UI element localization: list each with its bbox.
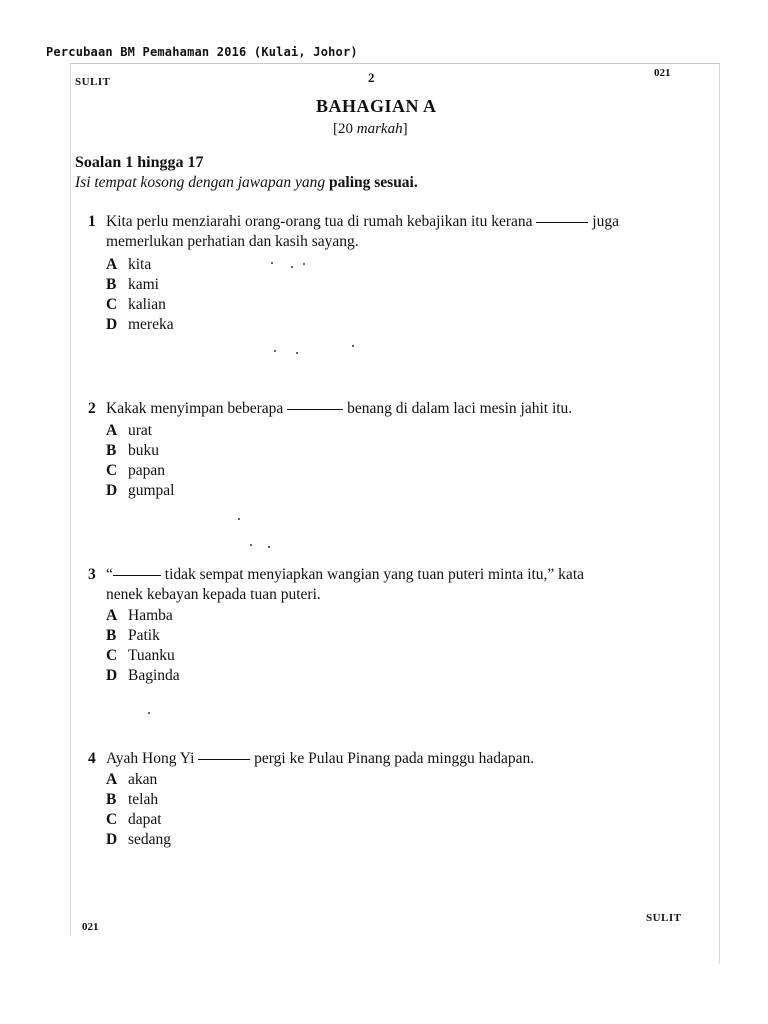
option-d[interactable] [106,830,171,850]
option-text: papan [128,462,166,479]
option-text: dapat [128,811,162,828]
option-text: Patik [128,627,160,644]
option-text: akan [128,771,158,788]
option-b[interactable] [106,790,158,810]
question-number: 1 [88,213,96,230]
option-letter: A [106,771,118,788]
option-letter: B [106,627,117,644]
question-3 [88,565,688,690]
stem-after: benang di dalam laci mesin jahit itu. [343,400,573,417]
question-number: 2 [88,400,96,417]
option-c[interactable] [106,646,175,666]
answer-blank [113,574,161,576]
option-text: buku [128,442,159,459]
scan-speck [268,546,270,548]
page-border-top [70,63,720,64]
stem-after: juga [588,213,619,230]
option-b[interactable] [106,626,160,646]
stem-before: “ [106,566,113,583]
option-letter: C [106,462,118,479]
option-letter: B [106,276,117,293]
section-marks [333,121,408,138]
scan-speck [238,518,240,520]
stem-after: tidak sempat menyiapkan wangian yang tuan puteri minta itu,” kata [160,566,584,583]
option-a[interactable] [106,255,151,275]
question-number: 4 [88,750,96,767]
option-letter: A [106,256,118,273]
stem-before: Kakak menyimpan beberapa [106,400,288,417]
option-text: telah [128,791,159,808]
option-text: urat [128,422,153,439]
option-d[interactable] [106,481,175,501]
question-number: 3 [88,566,96,583]
option-d[interactable] [106,315,174,335]
question-stem-line2: memerlukan perhatian dan kasih sayang. [106,233,359,250]
option-letter: C [106,647,118,664]
option-b[interactable] [106,441,159,461]
answer-blank [536,221,588,223]
option-c[interactable] [106,810,162,830]
option-text: Tuanku [128,647,175,664]
question-stem [106,749,534,769]
marks-open: [20 [333,121,357,137]
stem-before: Kita perlu menziarahi orang-orang tua di rumah kebajikan itu kerana [106,213,537,230]
scan-speck [271,262,273,264]
section-title: BAHAGIAN A [316,96,437,116]
scan-speck [303,263,305,265]
option-text: Hamba [128,607,173,624]
scan-speck [274,350,276,352]
option-letter: C [106,811,118,828]
confidential-mark-top: SULIT [75,76,111,88]
marks-word: markah [356,121,403,137]
instructions-bold: paling sesuai. [329,174,418,191]
option-text: kita [128,256,152,273]
instructions-italic: Isi tempat kosong dengan jawapan yang [75,174,330,191]
question-4 [88,749,688,854]
page-border-left [70,63,71,936]
answer-blank [198,758,250,760]
option-c[interactable] [106,295,166,315]
scan-speck [250,544,252,546]
question-2 [88,399,688,504]
option-text: sedang [128,831,172,848]
question-stem [106,212,619,232]
question-stem [106,565,584,585]
scan-speck [291,266,293,268]
confidential-mark-bottom: SULIT [646,912,682,924]
option-letter: B [106,442,117,459]
scan-speck [148,712,150,714]
option-letter: D [106,316,118,333]
option-text: gumpal [128,482,175,499]
option-a[interactable] [106,770,157,790]
stem-before: Ayah Hong Yi [106,750,199,767]
document-source-note: Percubaan BM Pemahaman 2016 (Kulai, Johor) [46,45,358,59]
option-letter: A [106,422,118,439]
option-a[interactable] [106,421,152,441]
question-stem-line2: nenek kebayan kepada tuan puteri. [106,586,321,603]
option-text: Baginda [128,667,180,684]
option-letter: D [106,482,118,499]
option-a[interactable] [106,606,173,626]
question-1 [88,212,688,337]
instructions-body [75,174,418,192]
option-c[interactable] [106,461,165,481]
question-stem [106,399,572,419]
paper-code-bottom: 021 [82,921,99,933]
option-text: mereka [128,316,174,333]
scan-speck [296,352,298,354]
option-text: kami [128,276,159,293]
option-b[interactable] [106,275,159,295]
answer-blank [287,408,343,410]
option-d[interactable] [106,666,180,686]
option-text: kalian [128,296,166,313]
page-number: 2 [368,70,375,85]
option-letter: D [106,667,118,684]
scan-speck [352,345,354,347]
instructions-heading: Soalan 1 hingga 17 [75,154,204,171]
marks-close: ] [402,121,408,137]
option-letter: D [106,831,118,848]
option-letter: B [106,791,117,808]
paper-code-top: 021 [654,67,671,79]
option-letter: C [106,296,118,313]
stem-after: pergi ke Pulau Pinang pada minggu hadapan. [250,750,535,767]
option-letter: A [106,607,118,624]
page-border-right [719,63,720,964]
